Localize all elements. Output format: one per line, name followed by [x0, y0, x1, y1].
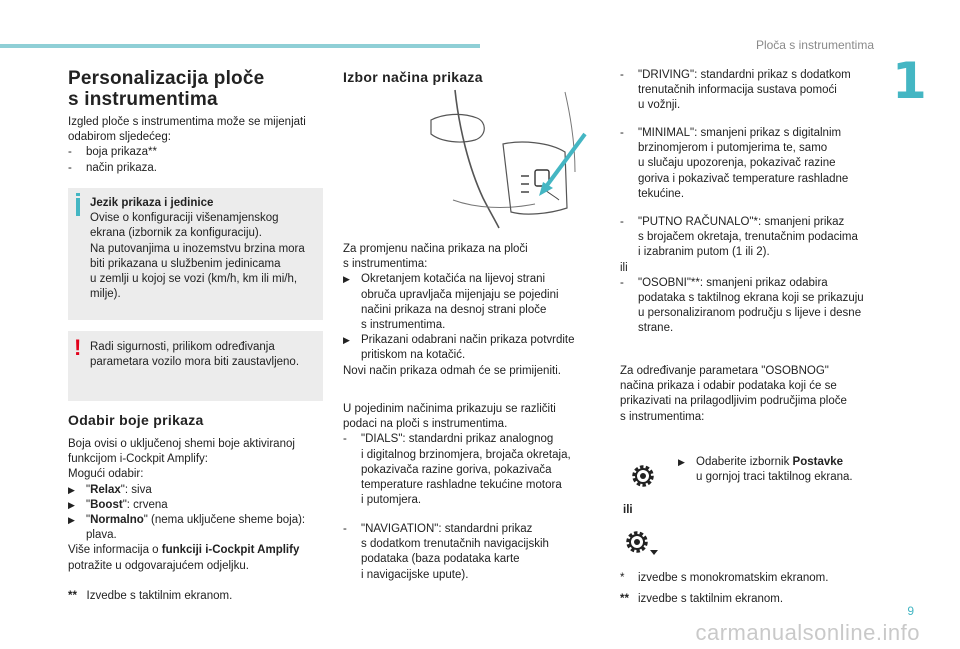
- steering-wheel-illustration: [425, 88, 595, 230]
- footnote: ** izvedbe s taktilnim ekranom.: [620, 593, 784, 605]
- info-box-title: Jezik prikaza i jedinice: [90, 197, 214, 209]
- triangle-bullet-icon: ▶: [68, 515, 75, 526]
- step-item: ▶ Okretanjem kotačića na lijevoj strani: [343, 272, 588, 287]
- page-number: 9: [907, 604, 914, 618]
- footnote: * izvedbe s monokromatskim ekranom.: [620, 572, 829, 584]
- triangle-bullet-icon: ▶: [68, 484, 75, 495]
- minimal-mode: - "MINIMAL": smanjeni prikaz s digitalnim brzinomjerom i putomjerima te, samo u slučaju upozorenja, pokazivač razine goriva i pokazivač temperature rashladne tekućine.: [620, 127, 849, 200]
- section-title: Personalizacija ploče s instrumentima: [68, 68, 265, 110]
- settings-gear-icon: [628, 461, 658, 491]
- triangle-bullet-icon: ▶: [68, 499, 75, 510]
- triangle-bullet-icon: ▶: [343, 274, 350, 285]
- watermark: carmanualsonline.info: [695, 620, 920, 645]
- triangle-bullet-icon: ▶: [678, 457, 685, 467]
- warning-box: ! Radi sigurnosti, prilikom određivanja parametara vozilo mora biti zaustavljeno.: [68, 331, 323, 401]
- page-header-title: Ploča s instrumentima: [755, 38, 874, 52]
- footnote: ** Izvedbe s taktilnim ekranom.: [68, 590, 233, 602]
- info-icon: [76, 198, 80, 216]
- step-item: ▶ Prikazani odabrani način prikaza potvrdite: [343, 333, 588, 348]
- list-item: - "NAVIGATION": standardni prikaz: [343, 523, 533, 535]
- header-accent-bar: [0, 44, 480, 48]
- driving-mode: - "DRIVING": standardni prikaz s dodatkom trenutačnih informacija sustava pomoći u vožnji.: [620, 69, 851, 112]
- triangle-bullet-icon: ▶: [343, 335, 350, 346]
- intro-text: Izgled ploče s instrumentima može se mijenjati odabirom sljedećeg: - boja prikaza** - način prikaza.: [68, 115, 323, 176]
- navigation-mode-text: - "NAVIGATION": standardni prikaz s dodatkom trenutačnih navigacijskih podataka (baza podataka karte i navigacijske upute).: [343, 522, 588, 583]
- warning-icon: !: [74, 335, 82, 360]
- settings-gear-dropdown-icon: [624, 528, 664, 558]
- list-item: - način prikaza.: [68, 161, 157, 174]
- list-item: - "DIALS": standardni prikaz analognog: [343, 433, 554, 446]
- colour-text: Boja ovisi o uključenoj shemi boje aktiviranoj funkcijom i-Cockpit Amplify: Mogući odabir: ▶ "Relax": siva ▶ "Boost": crvena ▶ "Normalno" (nema uključene sheme boja): plava. Više informacija o funkciji i-Cockpit Amplify potražite u odgovarajućem odjeljku.: [68, 437, 323, 574]
- list-item: ▶ "Relax": siva: [68, 483, 323, 498]
- trip-computer-mode: - "PUTNO RAČUNALO"*: smanjeni prikaz s brojačem okretaja, trenutačnim podacima i izabranim putom (1 ili 2). ili - "OSOBNI"**: smanjeni prikaz odabira podataka s taktilnog ekrana koji se prikazuju u personaliziranom području s lijeve i desne strane.: [620, 216, 864, 335]
- chapter-number: 1: [892, 52, 927, 110]
- select-settings-text: ▶ Odaberite izbornik Postavke u gornjoj traci taktilnog ekrana.: [678, 456, 853, 484]
- modes-text: U pojedinim načinima prikazuju se različiti podaci na ploči s instrumentima. - "DIALS": standardni prikaz analognog i digitalnog brzinomjera, brojača okretaja, pokazivača razine goriva, pokazivača temperature rashladne tekućine motora i putomjera.: [343, 402, 588, 508]
- section-title: Izbor načina prikaza: [343, 69, 483, 85]
- change-mode-text: Za promjenu načina prikaza na ploči s instrumentima: ▶ Okretanjem kotačića na lijevoj strani obruča upravljača mijenjaju se pojedini načini prikaza na desnoj strani ploče s instrumentima. ▶ Prikazani odabrani način prikaza potvrdite pritiskom na kotačić. Novi način prikaza odmah će se primijeniti.: [343, 242, 588, 379]
- subsection-title: Odabir boje prikaza: [68, 412, 204, 428]
- personal-setup-text: Za određivanje parametara "OSOBNOG" načina prikaza i odabir podataka koji će se prikazivati na prilagodljivim područjima ploče s instrumentima:: [620, 365, 847, 423]
- list-item: - boja prikaza**: [68, 146, 157, 159]
- list-item: ▶ "Normalno" (nema uključene sheme boja):: [68, 513, 323, 528]
- list-item: ▶ "Boost": crvena: [68, 498, 323, 513]
- info-box: Jezik prikaza i jedinice Ovise o konfiguraciji višenamjenskog ekrana (izbornik za konfiguraciju). Na putovanjima u inozemstvu brzina mora biti prikazana u službenim jedinicama u zemlji u kojoj se vozi (km/h, km ili mi/h, milje).: [68, 188, 323, 320]
- icon-or-label: ili: [623, 504, 633, 516]
